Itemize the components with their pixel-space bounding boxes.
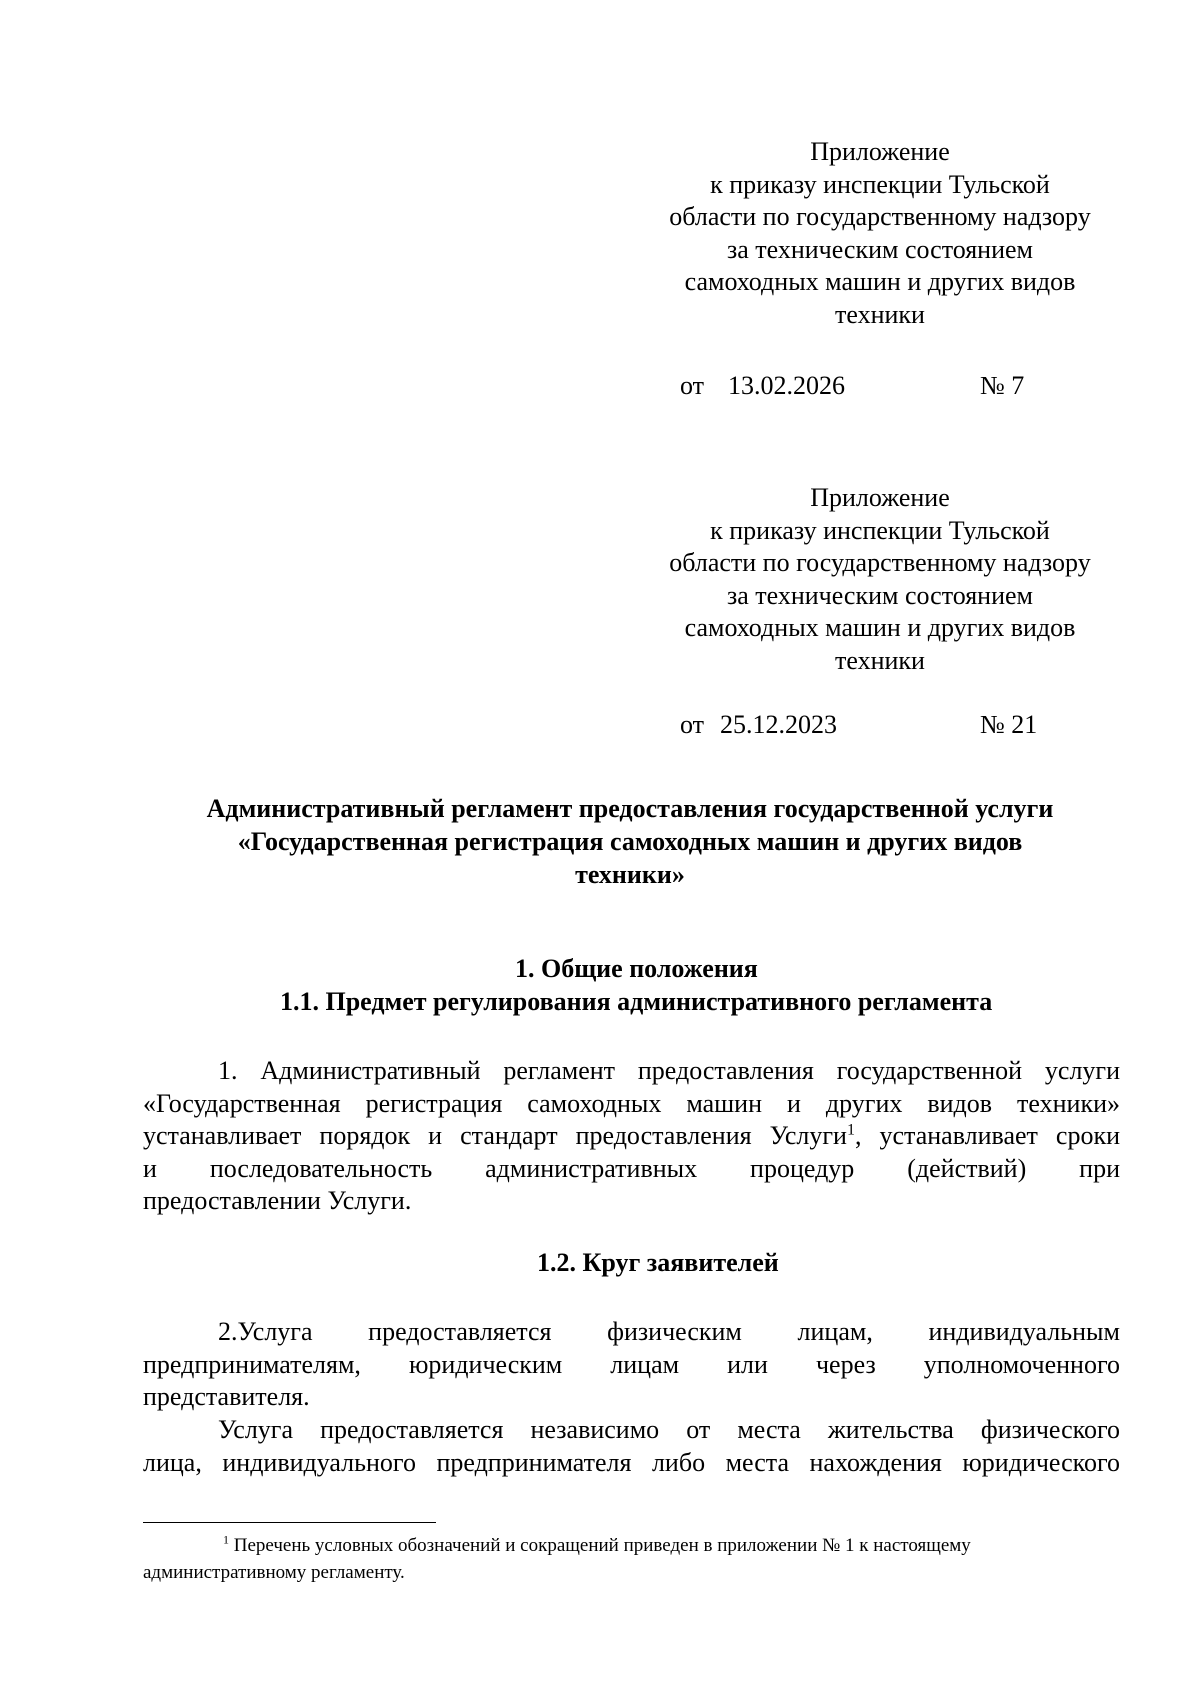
- section-subheading: 1.1. Предмет регулирования административного регламента: [280, 987, 993, 1016]
- word: юридическим: [408, 1349, 563, 1379]
- footnote-reference[interactable]: 1: [846, 1121, 855, 1139]
- paragraph-2: [143, 1316, 1120, 1414]
- appendix-line: самоходных машин и других видов: [684, 613, 1076, 642]
- appendix-1-date: 13.02.2026: [728, 371, 845, 400]
- paragraph-3: [143, 1414, 1120, 1479]
- footnote-text: Перечень условных обозначений и сокращений приведен в приложении № 1 к настоящему: [229, 1535, 971, 1556]
- appendix-1-date-prefix: от: [680, 371, 705, 400]
- word: через: [815, 1349, 876, 1379]
- paragraph-text: устанавливает порядок и стандарт предоставления Услуги: [143, 1121, 847, 1150]
- paragraph-1: [143, 1055, 1120, 1218]
- word: лицам: [610, 1349, 680, 1379]
- paragraph-line: [143, 1349, 1120, 1382]
- title-line: Административный регламент предоставления государственной услуги: [206, 794, 1054, 823]
- appendix-line: за техническим состоянием: [726, 234, 1034, 264]
- word: физическим: [607, 1317, 742, 1346]
- word: последовательность: [209, 1153, 433, 1183]
- title-line: техники»: [575, 860, 685, 889]
- document-title: [140, 792, 1120, 891]
- appendix-line: области по государственному надзору: [669, 548, 1091, 577]
- section-heading: 1. Общие положения: [515, 954, 758, 983]
- word: и: [143, 1153, 157, 1183]
- appendix-line: к приказу инспекции Тульской: [710, 515, 1050, 545]
- appendix-2-number: № 21: [980, 710, 1038, 739]
- appendix-line: Приложение: [810, 483, 950, 512]
- paragraph-line: «Государственная регистрация самоходных машин и других видов техники»: [143, 1088, 1120, 1118]
- word: процедур: [750, 1153, 855, 1183]
- appendix-line: области по государственному надзору: [669, 202, 1091, 231]
- word: лицам,: [797, 1317, 873, 1346]
- word: уполномоченного: [923, 1349, 1120, 1379]
- appendix-line: за техническим состоянием: [726, 580, 1034, 610]
- footnote-separator: [143, 1522, 436, 1523]
- word: при: [1079, 1153, 1120, 1183]
- paragraph-line: лица, индивидуального предпринимателя либо места нахождения юридического: [143, 1447, 1120, 1477]
- paragraph-line: Услуга предоставляется независимо от места жительства физического: [218, 1415, 1120, 1444]
- appendix-line: техники: [835, 299, 925, 329]
- paragraph-line: [143, 1153, 1120, 1186]
- word: предпринимателям,: [143, 1349, 361, 1379]
- appendix-header-2: [620, 482, 1140, 677]
- word: индивидуальным: [928, 1317, 1120, 1346]
- appendix-line: самоходных машин и других видов: [684, 267, 1076, 296]
- title-line: «Государственная регистрация самоходных машин и других видов: [237, 827, 1023, 856]
- appendix-line: к приказу инспекции Тульской: [710, 169, 1050, 199]
- appendix-header-1: [620, 136, 1140, 331]
- word: (действий): [907, 1153, 1027, 1183]
- appendix-2-date: 25.12.2023: [720, 710, 837, 739]
- footnote-line: [143, 1532, 1120, 1559]
- paragraph-line: 1. Административный регламент предоставления государственной услуги: [218, 1056, 1120, 1085]
- footnote: [143, 1532, 1120, 1586]
- paragraph-line: представителя.: [143, 1382, 310, 1411]
- footnote-line: административному регламенту.: [143, 1562, 405, 1583]
- appendix-line: Приложение: [810, 137, 950, 166]
- word: 2.Услуга: [218, 1317, 313, 1346]
- word: или: [727, 1349, 768, 1379]
- paragraph-line: предоставлении Услуги.: [143, 1186, 412, 1215]
- word: предоставляется: [368, 1317, 552, 1346]
- section-subheading: 1.2. Круг заявителей: [537, 1248, 779, 1277]
- paragraph-text: , устанавливает сроки: [854, 1121, 1120, 1150]
- appendix-line: техники: [835, 645, 925, 675]
- appendix-2-date-prefix: от: [680, 710, 705, 739]
- footnote-marker: 1: [223, 1532, 229, 1547]
- paragraph-line: [143, 1120, 1120, 1153]
- paragraph-line: [143, 1316, 1120, 1349]
- appendix-1-number: № 7: [980, 371, 1025, 400]
- word: административных: [485, 1153, 698, 1183]
